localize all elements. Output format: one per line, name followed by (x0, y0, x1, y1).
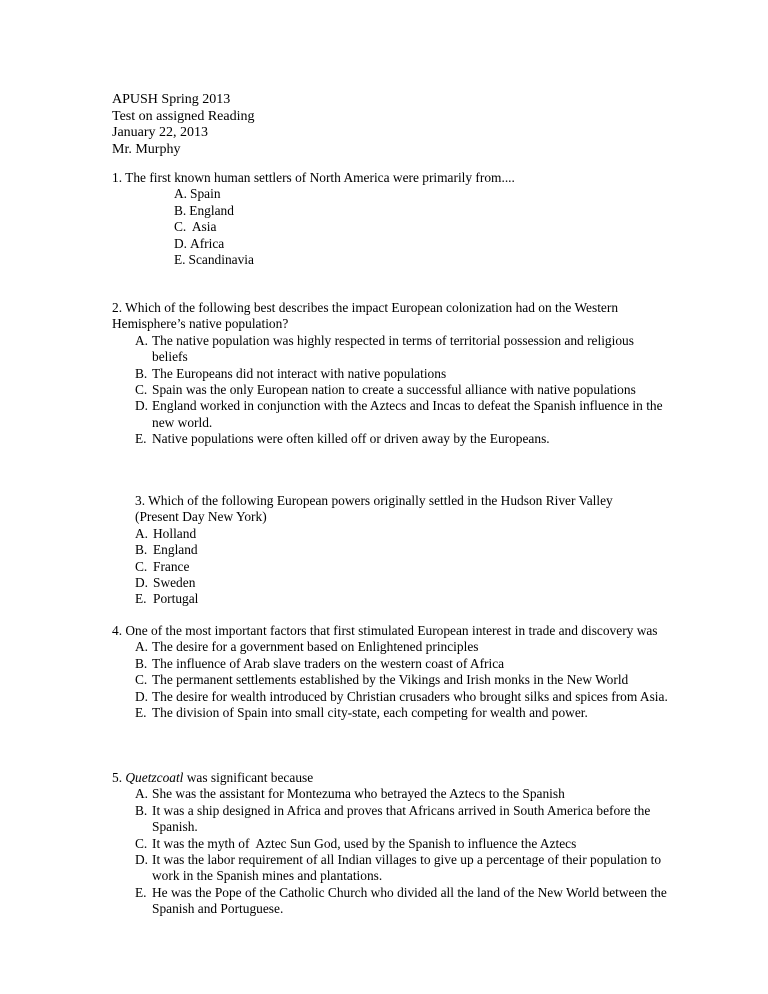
option-c (112, 836, 672, 852)
option-letter: D. (135, 398, 149, 414)
question-term: Quetzcoatl (125, 770, 184, 785)
option-letter: C. (135, 672, 148, 688)
test-header (112, 92, 255, 158)
option-d (112, 398, 672, 431)
question-stem: 4. One of the most important factors that first stimulated European interest in trade and discovery was (112, 623, 658, 638)
option-text: Asia (189, 219, 217, 235)
option-letter: D. (135, 688, 149, 704)
option-letter: A. (135, 525, 149, 541)
answer-options (112, 186, 672, 268)
option-text: He was the Pope of the Catholic Church who divided all the land of the New World between the Spanish and Portuguese. (152, 884, 667, 917)
option-text: The influence of Arab slave traders on the western coast of Africa (152, 655, 505, 671)
option-d (135, 575, 695, 591)
option-text: The desire for wealth introduced by Christian crusaders who brought silks and spices from Asia. (152, 688, 668, 704)
option-c (112, 672, 672, 688)
option-letter: D. (135, 575, 149, 591)
option-text: Portugal (153, 591, 199, 607)
option-letter: D. (135, 852, 149, 868)
teacher-name: Mr. Murphy (112, 141, 181, 157)
option-c (112, 382, 672, 398)
option-text: Spain (190, 186, 221, 202)
course-title: APUSH Spring 2013 (112, 92, 231, 107)
option-letter: D. (174, 235, 188, 251)
option-letter: A. (174, 186, 188, 202)
option-text: Scandinavia (188, 252, 254, 268)
option-d (112, 689, 672, 705)
option-letter: A. (135, 786, 149, 802)
question-1 (112, 170, 672, 268)
option-letter: A. (135, 639, 149, 655)
option-a (135, 526, 695, 542)
option-b (112, 803, 672, 836)
question-stem (112, 770, 672, 786)
option-letter: B. (135, 542, 148, 558)
answer-options (112, 333, 672, 448)
question-5 (112, 770, 672, 918)
option-letter: E. (135, 705, 147, 721)
answer-options (112, 639, 672, 721)
option-text: England worked in conjunction with the Aztecs and Incas to defeat the Spanish influence in the new world. (152, 398, 663, 430)
option-text: Spain was the only European nation to create a successful alliance with native populations (152, 382, 636, 398)
option-letter: C. (174, 219, 187, 235)
option-text: The permanent settlements established by the Vikings and Irish monks in the New World (152, 672, 629, 688)
option-e (112, 885, 672, 918)
option-text: It was a ship designed in Africa and proves that Africans arrived in South America before the Spanish. (152, 802, 651, 835)
option-letter: A. (135, 332, 149, 348)
option-b (135, 542, 695, 558)
option-text: She was the assistant for Montezuma who betrayed the Aztecs to the Spanish (152, 786, 565, 802)
answer-options (112, 786, 672, 917)
option-a (112, 186, 672, 202)
option-text: England (153, 542, 198, 558)
answer-options (135, 526, 695, 608)
option-text: Africa (190, 235, 225, 251)
option-text: Sweden (153, 575, 196, 591)
option-b (112, 203, 672, 219)
test-title: Test on assigned Reading (112, 108, 255, 124)
option-letter: C. (135, 558, 148, 574)
question-stem-rest: was significant because (183, 770, 314, 785)
option-c (112, 219, 672, 235)
option-e (112, 252, 672, 268)
question-stem: 1. The first known human settlers of North America were primarily from.... (112, 170, 515, 185)
option-a (112, 333, 672, 366)
option-text: The native population was highly respected in terms of territorial possession and religious beliefs (152, 332, 634, 365)
option-b (112, 656, 672, 672)
option-letter: E. (135, 431, 147, 447)
option-text: England (189, 202, 234, 218)
question-stem: 3. Which of the following European powers originally settled in the Hudson River Valley (Present Day New York) (135, 493, 613, 525)
option-d (112, 852, 672, 885)
option-e (112, 431, 672, 447)
option-letter: C. (135, 382, 148, 398)
option-c (135, 559, 695, 575)
option-text: France (153, 558, 190, 574)
option-letter: E. (174, 252, 186, 268)
question-3 (135, 493, 695, 608)
option-e (135, 591, 695, 607)
option-b (112, 366, 672, 382)
option-e (112, 705, 672, 721)
option-text: Native populations were often killed off or driven away by the Europeans. (152, 431, 550, 447)
option-a (112, 786, 672, 802)
option-letter: B. (135, 802, 148, 818)
question-stem: 2. Which of the following best describes the impact European colonization had on the Western Hemisphere’s native population? (112, 300, 619, 332)
test-date: January 22, 2013 (112, 125, 209, 140)
option-text: It was the labor requirement of all Indian villages to give up a percentage of their population to work in the Spanish mines and plantations. (152, 852, 662, 884)
option-letter: B. (135, 655, 148, 671)
option-letter: B. (174, 202, 187, 218)
question-number: 5. (112, 770, 126, 785)
option-letter: C. (135, 835, 148, 851)
option-letter: B. (135, 365, 148, 381)
option-text: The Europeans did not interact with native populations (152, 365, 447, 381)
option-text: Holland (153, 525, 197, 541)
question-4 (112, 623, 672, 721)
option-text: The division of Spain into small city-state, each competing for wealth and power. (152, 705, 588, 721)
question-2 (112, 300, 672, 448)
option-letter: E. (135, 884, 147, 900)
option-d (112, 236, 672, 252)
option-a (112, 639, 672, 655)
option-text: The desire for a government based on Enlightened principles (152, 639, 479, 655)
option-letter: E. (135, 591, 147, 607)
option-text: It was the myth of Aztec Sun God, used by the Spanish to influence the Aztecs (152, 835, 577, 851)
